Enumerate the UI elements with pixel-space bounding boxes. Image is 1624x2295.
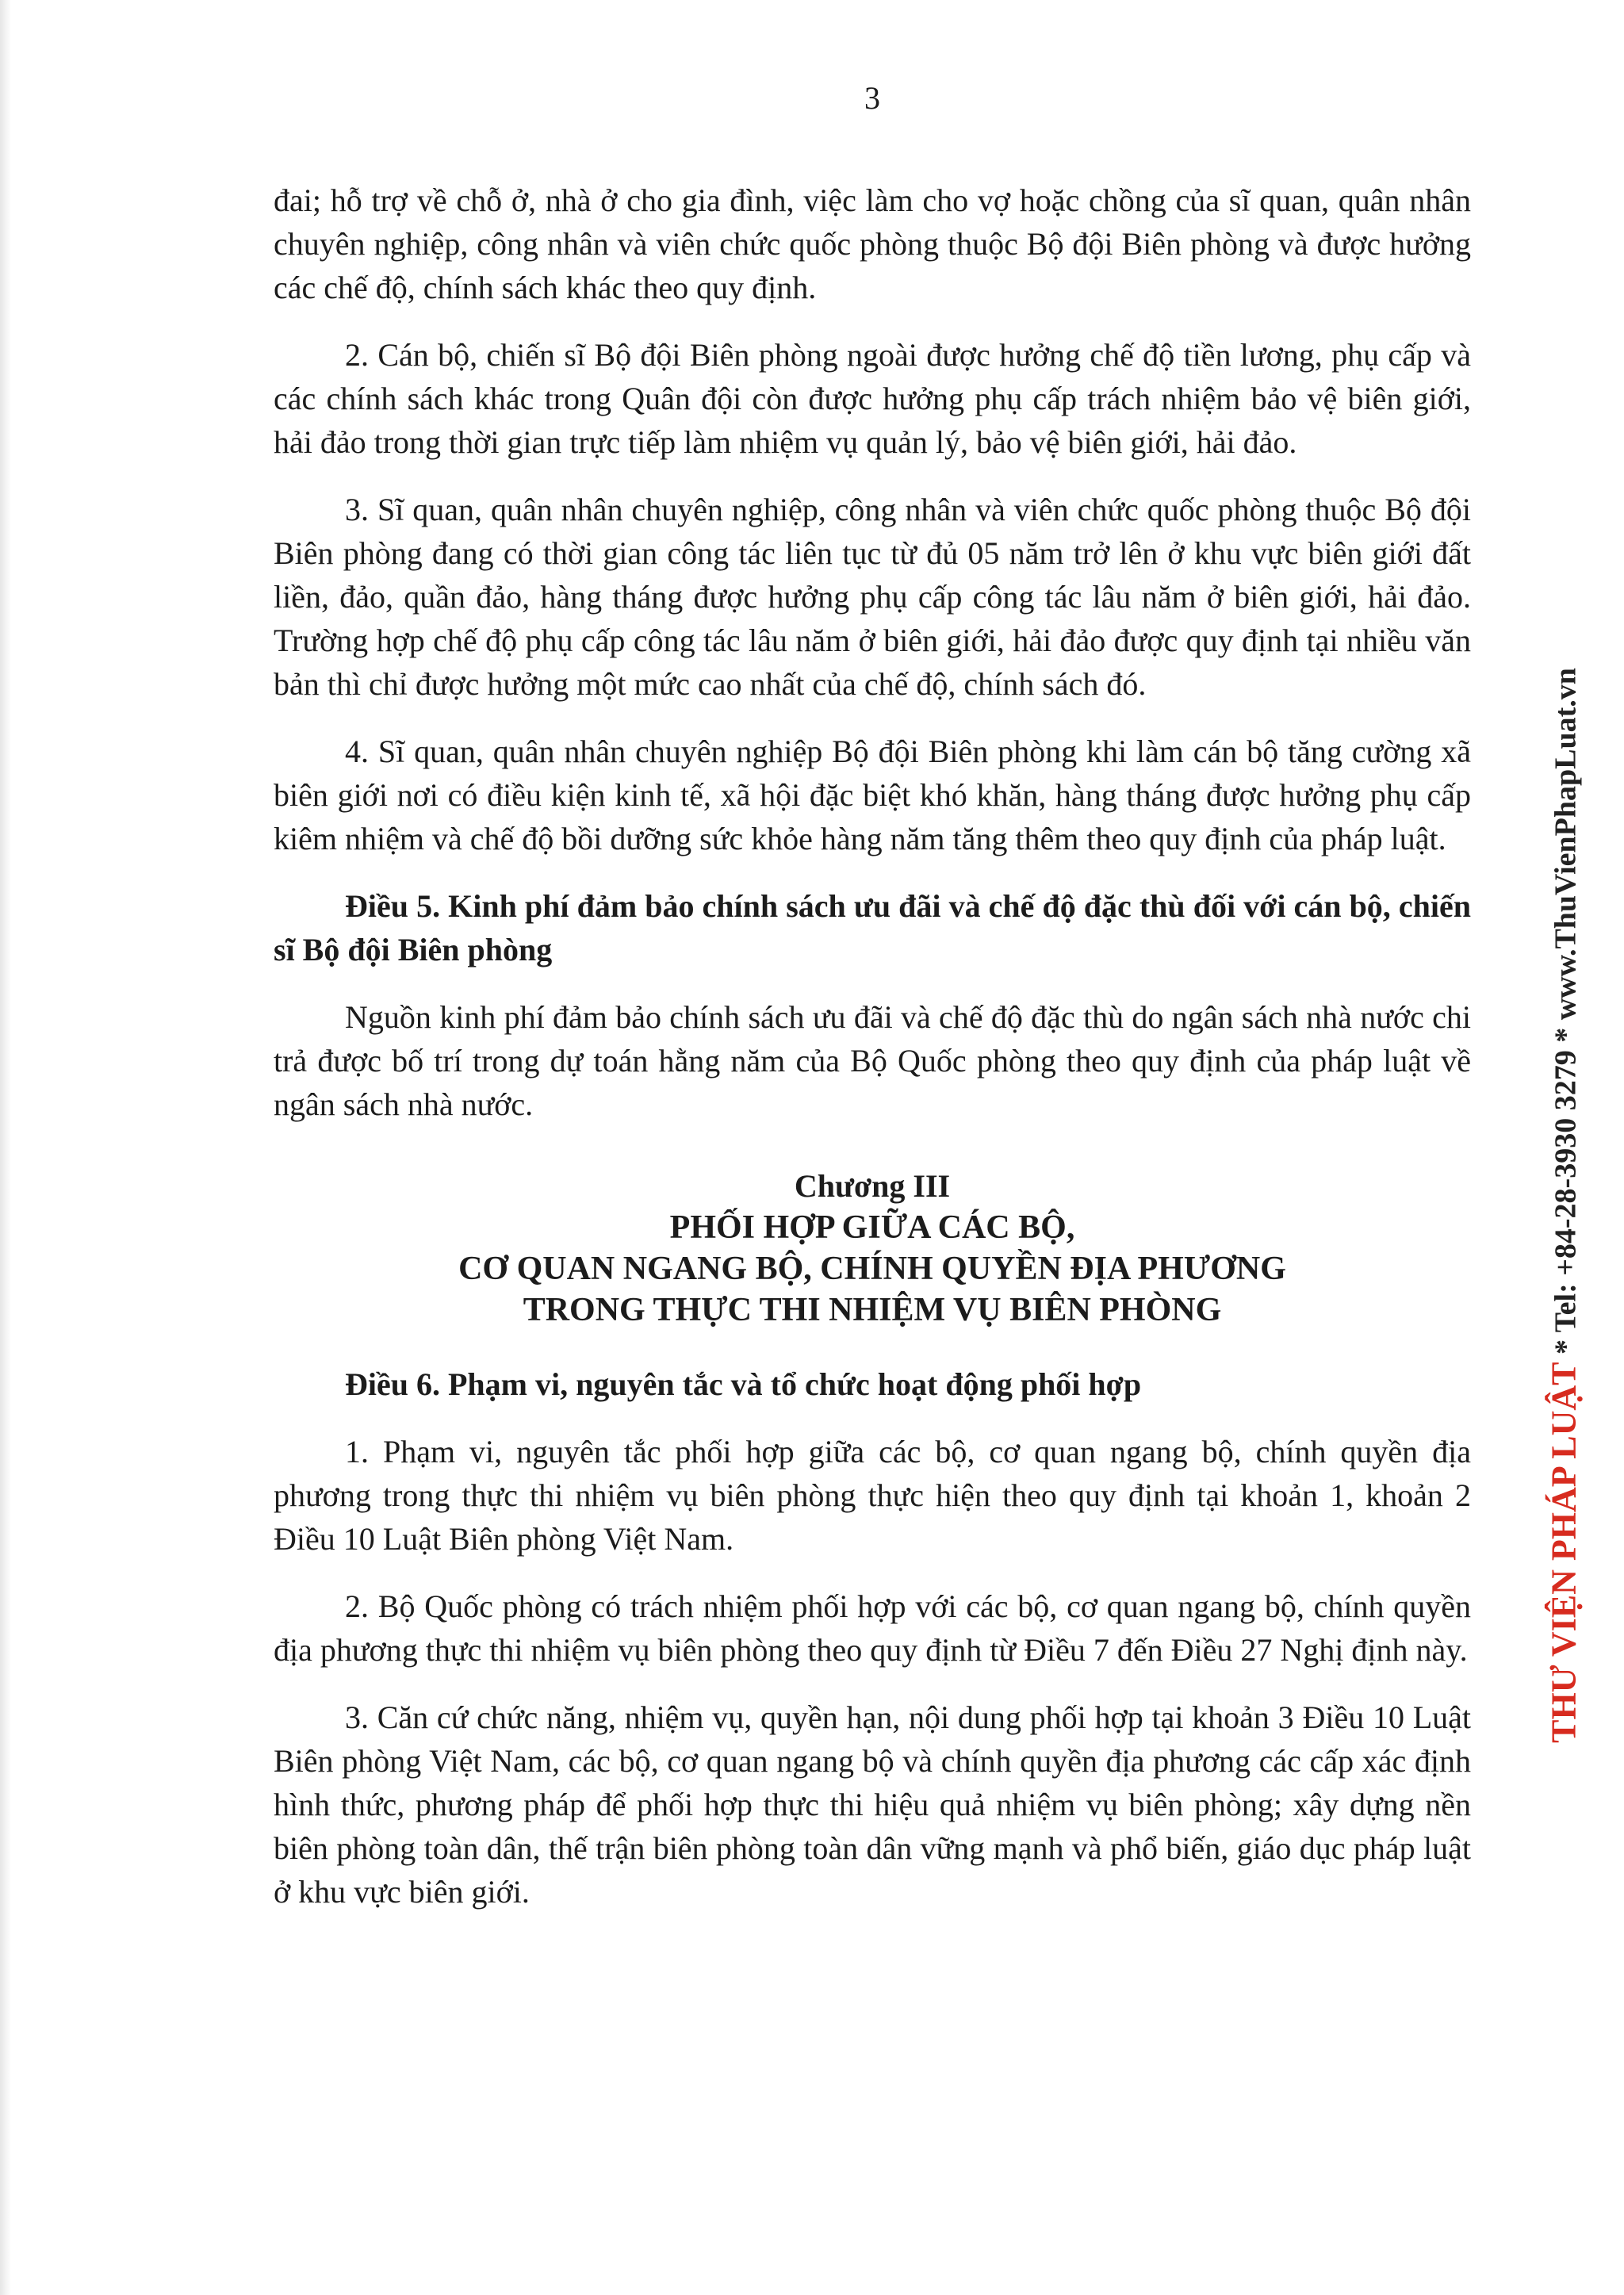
watermark-site: www.ThuVienPhapLuat.vn <box>1549 668 1583 1021</box>
article4-clause-4: 4. Sĩ quan, quân nhân chuyên nghiệp Bộ đội Biên phòng khi làm cán bộ tăng cường xã biên giới nơi có điều kiện kinh tế, xã hội đặc biệt khó khăn, hàng tháng được hưởng phụ cấp kiêm nhiệm và chế độ bồi dưỡng sức khỏe hàng năm tăng thêm theo quy định của pháp luật. <box>274 734 1471 856</box>
chapter-title-line1: PHỐI HỢP GIỮA CÁC BỘ, <box>669 1209 1075 1246</box>
paragraph-continuation: đai; hỗ trợ về chỗ ở, nhà ở cho gia đình, việc làm cho vợ hoặc chồng của sĩ quan, quân nhân chuyên nghiệp, công nhân và viên chức quốc phòng thuộc Bộ đội Biên phòng và được hưởng các chế độ, chính sách khác theo quy định. <box>274 182 1471 305</box>
watermark-tel: Tel: +84-28-3930 3279 <box>1549 1050 1583 1333</box>
chapter-label: Chương III <box>794 1168 951 1204</box>
article6-clause-2: 2. Bộ Quốc phòng có trách nhiệm phối hợp với các bộ, cơ quan ngang bộ, chính quyền địa phương thực thi nhiệm vụ biên phòng theo quy định từ Điều 7 đến Điều 27 Nghị định này. <box>274 1588 1471 1668</box>
watermark-separator-2: * <box>1549 1027 1583 1043</box>
page-number: 3 <box>864 80 880 116</box>
article6-heading: Điều 6. Phạm vi, nguyên tắc và tổ chức hoạt động phối hợp <box>345 1366 1142 1402</box>
scan-edge-shadow <box>0 0 11 2295</box>
watermark-separator: * <box>1549 1339 1583 1355</box>
chapter-title-line3: TRONG THỰC THI NHIỆM VỤ BIÊN PHÒNG <box>523 1292 1222 1328</box>
article5-heading: Điều 5. Kinh phí đảm bảo chính sách ưu đãi và chế độ đặc thù đối với cán bộ, chiến sĩ Bộ đội Biên phòng <box>274 888 1471 967</box>
watermark-brand: THƯ VIỆN PHÁP LUẬT <box>1544 1362 1584 1743</box>
watermark <box>1544 668 1584 1743</box>
document-body <box>274 178 1471 1937</box>
article6-clause-3: 3. Căn cứ chức năng, nhiệm vụ, quyền hạn, nội dung phối hợp tại khoản 3 Điều 10 Luật Biên phòng Việt Nam, các bộ, cơ quan ngang bộ và chính quyền địa phương các cấp xác định hình thức, phương pháp để phối hợp thực thi hiệu quả nhiệm vụ biên phòng; xây dựng nền biên phòng toàn dân, thế trận biên phòng toàn dân vững mạnh và phổ biến, giáo dục pháp luật ở khu vực biên giới. <box>274 1699 1471 1910</box>
article4-clause-2: 2. Cán bộ, chiến sĩ Bộ đội Biên phòng ngoài được hưởng chế độ tiền lương, phụ cấp và các chính sách khác trong Quân đội còn được hưởng phụ cấp trách nhiệm bảo vệ biên giới, hải đảo trong thời gian trực tiếp làm nhiệm vụ quản lý, bảo vệ biên giới, hải đảo. <box>274 337 1471 460</box>
chapter-heading <box>274 1166 1471 1331</box>
article4-clause-3: 3. Sĩ quan, quân nhân chuyên nghiệp, công nhân và viên chức quốc phòng thuộc Bộ đội Biên phòng đang có thời gian công tác liên tục từ đủ 05 năm trở lên ở khu vực biên giới đất liền, đảo, quần đảo, hàng tháng được hưởng phụ cấp công tác lâu năm ở biên giới, hải đảo. Trường hợp chế độ phụ cấp công tác lâu năm ở biên giới, hải đảo được quy định tại nhiều văn bản thì chỉ được hưởng một mức cao nhất của chế độ, chính sách đó. <box>274 492 1471 702</box>
article6-clause-1: 1. Phạm vi, nguyên tắc phối hợp giữa các bộ, cơ quan ngang bộ, chính quyền địa phương trong thực thi nhiệm vụ biên phòng thực hiện theo quy định tại khoản 1, khoản 2 Điều 10 Luật Biên phòng Việt Nam. <box>274 1434 1471 1557</box>
chapter-title-line2: CƠ QUAN NGANG BỘ, CHÍNH QUYỀN ĐỊA PHƯƠNG <box>458 1251 1286 1287</box>
article5-body: Nguồn kinh phí đảm bảo chính sách ưu đãi và chế độ đặc thù do ngân sách nhà nước chi trả được bố trí trong dự toán hằng năm của Bộ Quốc phòng theo quy định của pháp luật về ngân sách nhà nước. <box>274 999 1471 1122</box>
